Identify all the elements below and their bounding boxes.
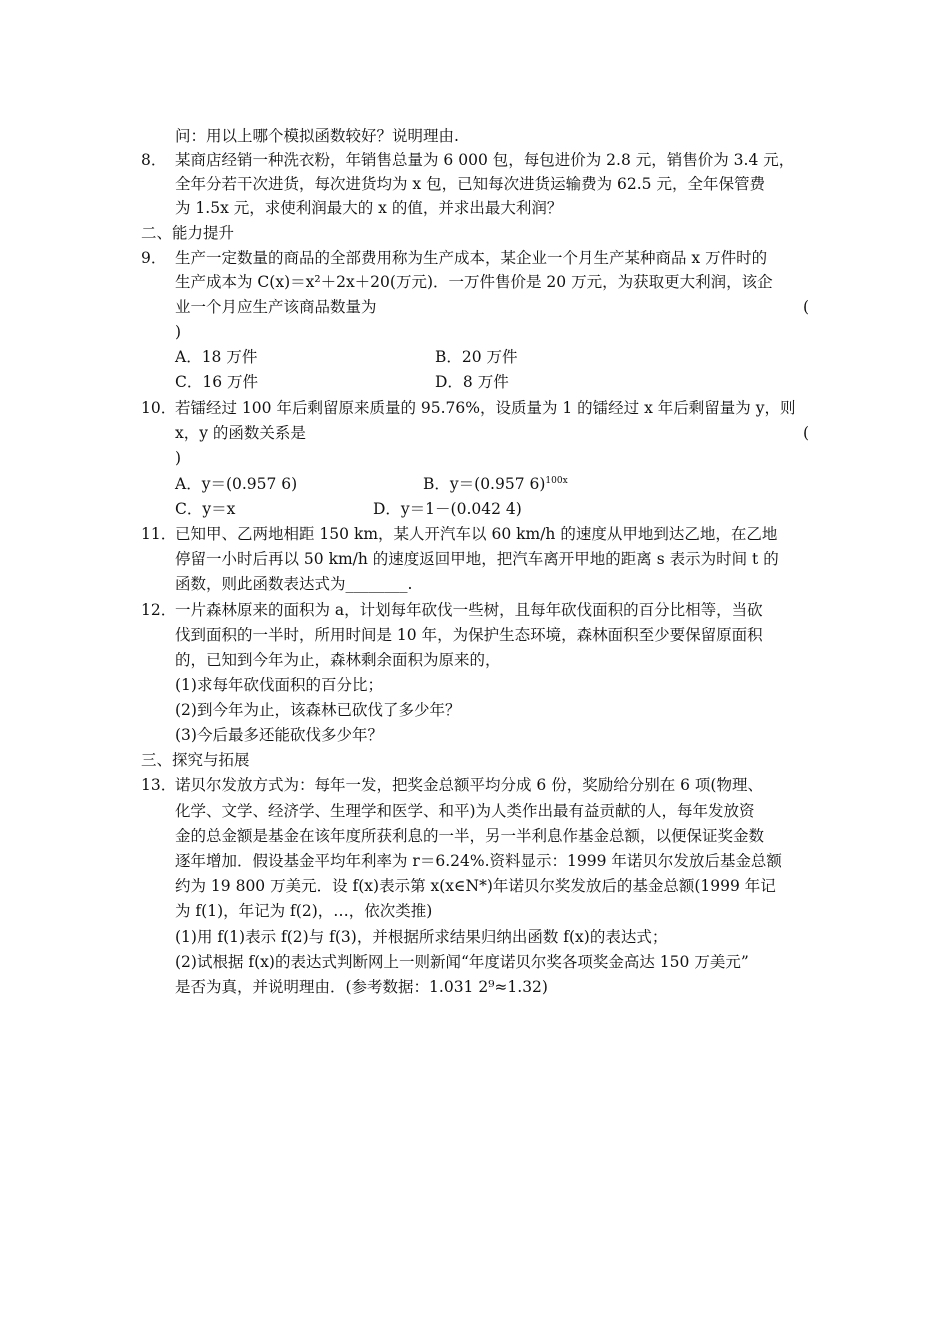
- q10-paren-open: (: [803, 424, 810, 442]
- section-3-heading: 三、探究与拓展: [141, 751, 250, 769]
- q9-line-3: 业一个月应生产该商品数量为: [175, 298, 377, 316]
- q9-line-1: 生产一定数量的商品的全部费用称为生产成本，某企业一个月生产某种商品 x 万件时的: [175, 249, 768, 267]
- q9-option-c: C．16 万件: [175, 373, 259, 391]
- q12-subquestion-3: (3)今后最多还能砍伐多少年？: [175, 726, 383, 744]
- q9-option-d: D．8 万件: [435, 373, 509, 391]
- q10-option-c: C．y＝x: [175, 500, 236, 518]
- q10-line-1: 若镭经过 100 年后剩留原来质量的 95.76%，设质量为 1 的镭经过 x 年后剩留量为 y，则: [175, 399, 796, 417]
- q12-subquestion-2: (2)到今年为止，该森林已砍伐了多少年？: [175, 701, 461, 719]
- q13-number: 13．: [141, 776, 177, 794]
- q10-option-b-exponent: 100x: [545, 476, 568, 486]
- q9-paren-close: ): [175, 323, 182, 341]
- q9-option-a: A．18 万件: [175, 348, 258, 366]
- section-2-heading: 二、能力提升: [141, 224, 235, 242]
- q13-subquestion-2: (2)试根据 f(x)的表达式判断网上一则新闻“年度诺贝尔奖各项奖金高达 150 万美元”: [175, 953, 749, 971]
- q9-paren-open: (: [803, 298, 810, 316]
- q13-line-3: 金的总金额是基金在该年度所获利息的一半，另一半利息作基金总额，以便保证奖金数: [175, 827, 765, 845]
- q9-line-2: 生产成本为 C(x)＝x²＋2x＋20(万元)．一万件售价是 20 万元，为获取更大利润，该企: [175, 273, 773, 291]
- q8-number: 8．: [141, 151, 167, 169]
- q13-line-6: 为 f(1)，年记为 f(2)，…，依次类推): [175, 902, 433, 920]
- q11-line-1: 已知甲、乙两地相距 150 km，某人开汽车以 60 km/h 的速度从甲地到达乙地，在乙地: [175, 525, 778, 543]
- q10-line-2: x，y 的函数关系是: [175, 424, 306, 442]
- q13-subquestion-3: 是否为真，并说明理由．(参考数据：1.031 2⁹≈1.32): [175, 978, 548, 996]
- q12-line-2: 伐到面积的一半时，所用时间是 10 年，为保护生态环境，森林面积至少要保留原面积: [175, 626, 763, 644]
- q12-line-3: 的，已知到今年为止，森林剩余面积为原来的，: [175, 651, 501, 669]
- q9-option-b: B．20 万件: [435, 348, 518, 366]
- q13-line-2: 化学、文学、经济学、生理学和医学、和平)为人类作出最有益贡献的人，每年发放资: [175, 802, 755, 820]
- q12-number: 12．: [141, 601, 177, 619]
- q13-subquestion-1: (1)用 f(1)表示 f(2)与 f(3)，并根据所求结果归纳出函数 f(x)的表达式；: [175, 928, 668, 946]
- q11-number: 11．: [141, 525, 177, 543]
- q13-line-1: 诺贝尔发放方式为：每年一发，把奖金总额平均分成 6 份，奖励给分别在 6 项(物理、: [175, 776, 763, 794]
- q10-paren-close: ): [175, 449, 182, 467]
- q8-line-2: 全年分若干次进货，每次进货均为 x 包，已知每次进货运输费为 62.5 元，全年保管费: [175, 175, 765, 193]
- q9-number: 9．: [141, 249, 167, 267]
- q13-line-5: 约为 19 800 万美元．设 f(x)表示第 x(x∈N*)年诺贝尔奖发放后的基金总额(1999 年记: [175, 877, 776, 895]
- q13-line-4: 逐年增加．假设基金平均年利率为 r＝6.24%.资料显示：1999 年诺贝尔发放后基金总额: [175, 852, 782, 870]
- q10-option-d: D．y＝1－(0.042 4): [373, 500, 522, 518]
- q10-option-b: [423, 474, 568, 494]
- q10-number: 10．: [141, 399, 177, 417]
- q11-line-2: 停留一小时后再以 50 km/h 的速度返回甲地，把汽车离开甲地的距离 s 表示为时间 t 的: [175, 550, 779, 568]
- q8-line-3: 为 1.5x 元，求使利润最大的 x 的值，并求出最大利润？: [175, 199, 563, 217]
- q12-subquestion-1: (1)求每年砍伐面积的百分比；: [175, 676, 383, 694]
- q8-line-1: 某商店经销一种洗衣粉，年销售总量为 6 000 包，每包进价为 2.8 元，销售价为 3.4 元，: [175, 151, 795, 169]
- q10-option-b-text: B．y＝(0.957 6): [423, 475, 546, 493]
- q10-option-a: A．y＝(0.957 6): [175, 475, 298, 493]
- q11-line-3: 函数，则此函数表达式为________.: [175, 575, 413, 593]
- q12-line-1: 一片森林原来的面积为 a，计划每年砍伐一些树，且每年砍伐面积的百分比相等，当砍: [175, 601, 763, 619]
- q7-tail: 问：用以上哪个模拟函数较好？说明理由.: [175, 127, 459, 145]
